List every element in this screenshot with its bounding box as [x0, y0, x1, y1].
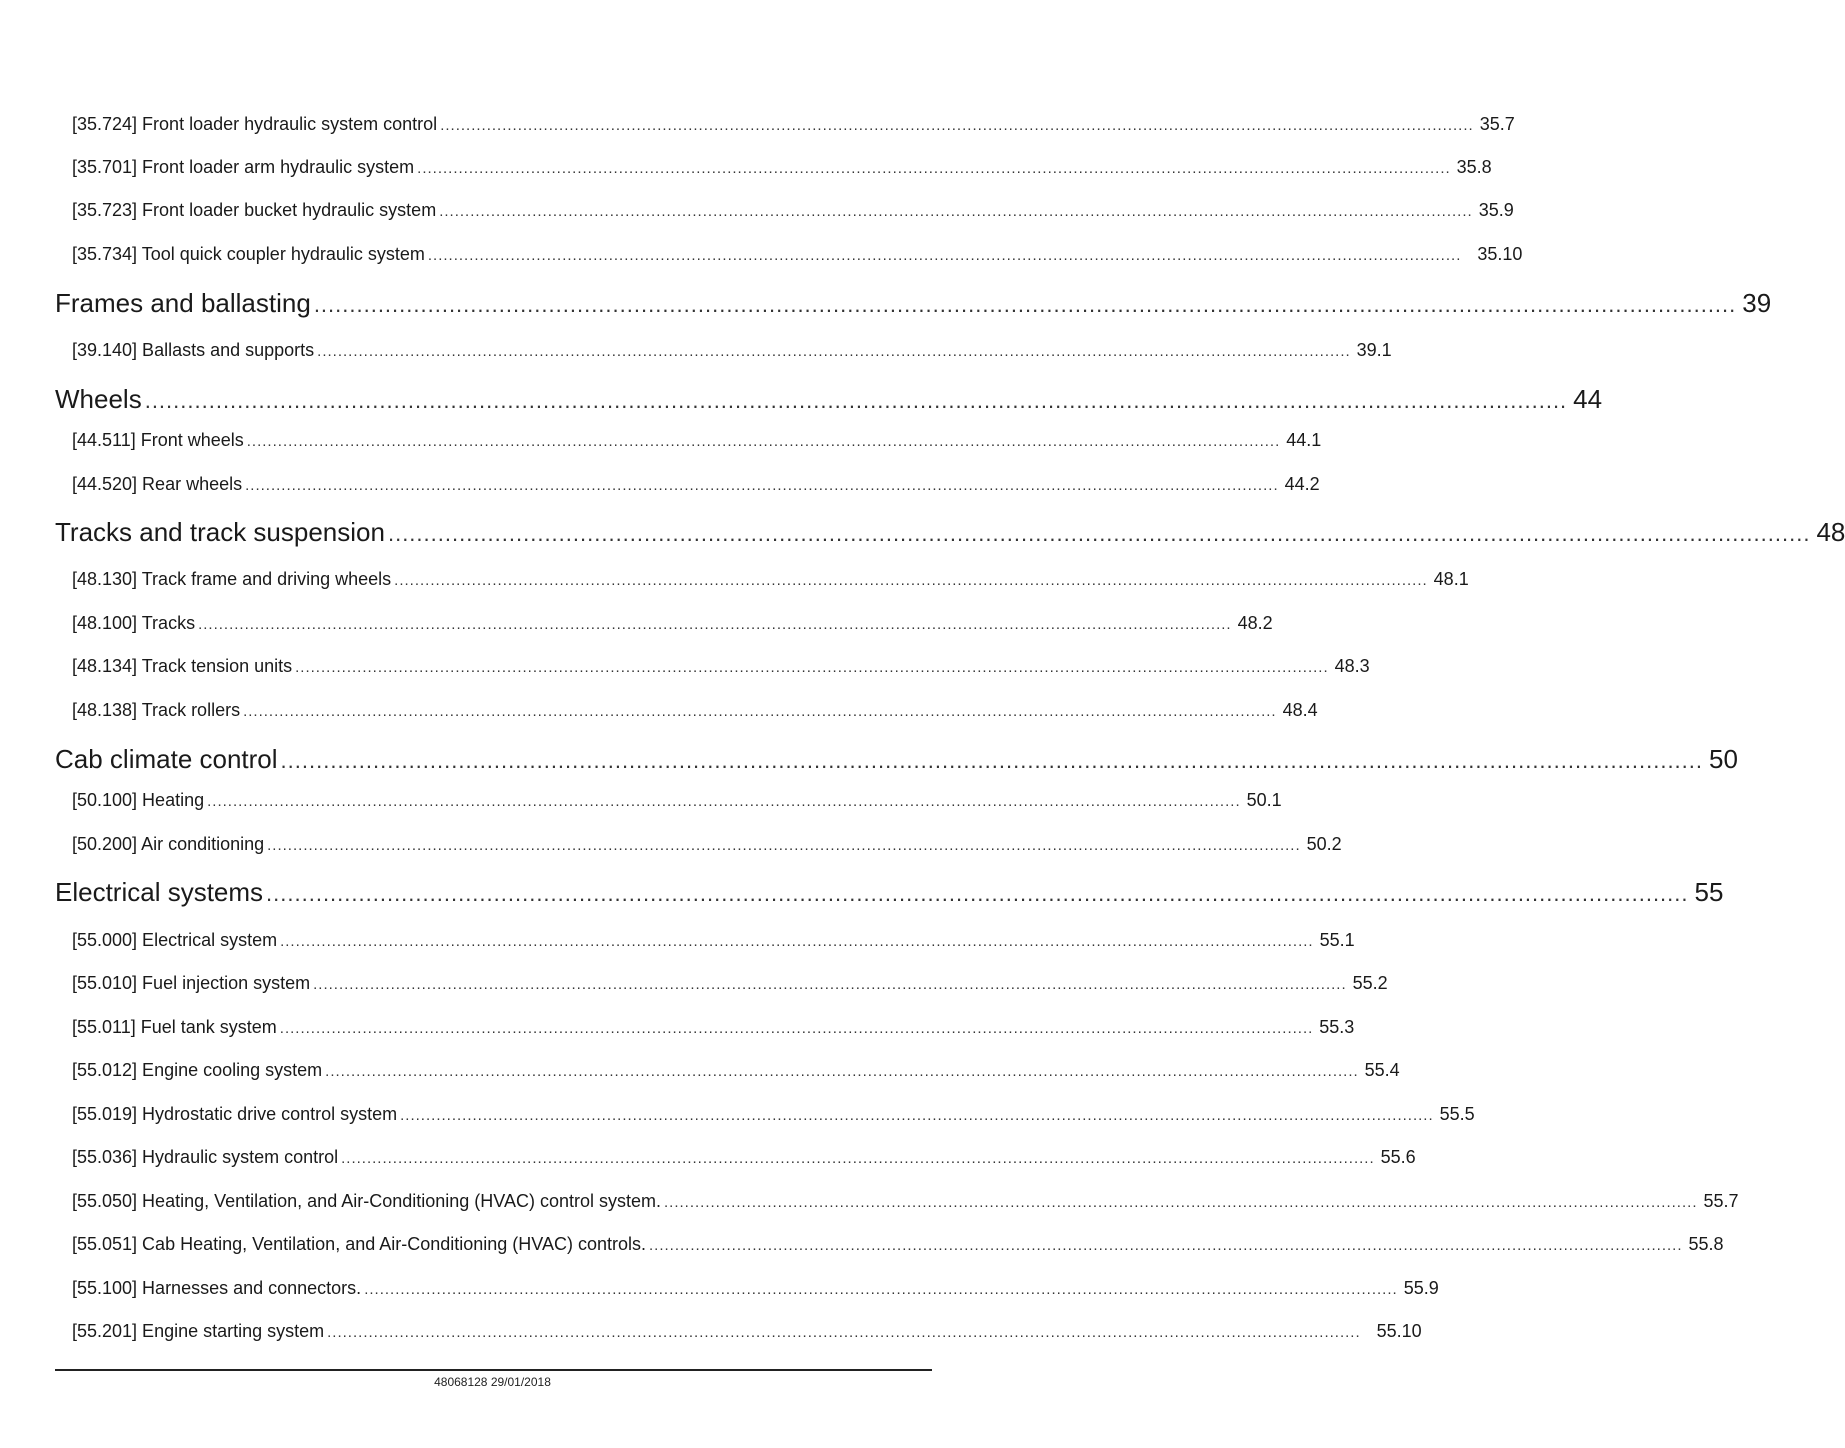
- toc-page-number: 48.2: [1237, 613, 1273, 633]
- dot-leader: ........................................................................................................................................................................................................: [327, 1324, 1361, 1341]
- toc-subsection-entry[interactable]: [72, 613, 1273, 634]
- toc-page-number: 35.7: [1479, 114, 1515, 134]
- toc-section-entry[interactable]: [55, 744, 1738, 775]
- toc-page-number: 55.4: [1364, 1060, 1400, 1080]
- dot-leader: ........................................................................................................................................................................................................: [341, 1150, 1375, 1167]
- toc-section-entry[interactable]: [55, 877, 1724, 908]
- dot-leader: ........................................................................................................................................................................................................: [280, 748, 1704, 773]
- dot-leader: ........................................................................................................................................................................................................: [387, 521, 1811, 546]
- toc-entry-title: [48.100] Tracks: [72, 613, 196, 633]
- toc-page-number: 48: [1816, 517, 1845, 547]
- dot-leader: ........................................................................................................................................................................................................: [144, 388, 1568, 413]
- toc-page-number: 55.1: [1319, 930, 1355, 950]
- toc-subsection-entry[interactable]: [72, 834, 1342, 855]
- toc-entry-title: [55.012] Engine cooling system: [72, 1060, 323, 1080]
- dot-leader: ........................................................................................................................................................................................................: [364, 1281, 1398, 1298]
- toc-entry-title: [50.200] Air conditioning: [72, 834, 265, 854]
- toc-page-number: 35.10: [1477, 244, 1523, 264]
- dot-leader: ........................................................................................................................................................................................................: [313, 976, 1347, 993]
- toc-section-entry[interactable]: [55, 384, 1603, 415]
- dot-leader: ........................................................................................................................................................................................................: [439, 203, 1473, 220]
- toc-page-number: 44: [1573, 384, 1603, 414]
- dot-leader: ........................................................................................................................................................................................................: [245, 477, 1279, 494]
- toc-entry-title: [39.140] Ballasts and supports: [72, 340, 315, 360]
- toc-entry-title: [55.100] Harnesses and connectors.: [72, 1278, 362, 1298]
- toc-entry-title: [55.050] Heating, Ventilation, and Air-Conditioning (HVAC) control system.: [72, 1191, 661, 1211]
- toc-subsection-entry[interactable]: [72, 790, 1282, 811]
- toc-entry-title: [55.010] Fuel injection system: [72, 973, 311, 993]
- dot-leader: ........................................................................................................................................................................................................: [313, 292, 1737, 317]
- toc-subsection-entry[interactable]: [72, 200, 1514, 221]
- footer-doc-id-date: 48068128 29/01/2018: [434, 1375, 551, 1389]
- toc-entry-title: [48.134] Track tension units: [72, 656, 293, 676]
- toc-page-number: 55.3: [1319, 1017, 1355, 1037]
- toc-subsection-entry[interactable]: [72, 1278, 1439, 1299]
- dot-leader: ........................................................................................................................................................................................................: [295, 659, 1329, 676]
- dot-leader: ........................................................................................................................................................................................................: [427, 247, 1462, 264]
- toc-entry-title: [44.511] Front wheels: [72, 430, 244, 450]
- dot-leader: ........................................................................................................................................................................................................: [394, 572, 1428, 589]
- toc-page-number: 39.1: [1356, 340, 1392, 360]
- toc-page-number: 55: [1694, 877, 1724, 907]
- toc-entry-title: Wheels: [55, 384, 142, 414]
- dot-leader: ........................................................................................................................................................................................................: [649, 1237, 1683, 1254]
- dot-leader: ........................................................................................................................................................................................................: [663, 1194, 1698, 1211]
- dot-leader: ........................................................................................................................................................................................................: [267, 837, 1301, 854]
- toc-subsection-entry[interactable]: [72, 700, 1318, 721]
- toc-page-number: 48.3: [1334, 656, 1370, 676]
- toc-entry-title: [55.000] Electrical system: [72, 930, 278, 950]
- toc-page-number: 55.9: [1403, 1278, 1439, 1298]
- toc-subsection-entry[interactable]: [72, 430, 1322, 451]
- toc-page-number: 55.7: [1703, 1191, 1739, 1211]
- toc-page-number: 48.4: [1282, 700, 1318, 720]
- toc-page-number: 55.6: [1380, 1147, 1416, 1167]
- dot-leader: ........................................................................................................................................................................................................: [325, 1063, 1359, 1080]
- toc-subsection-entry[interactable]: [72, 1191, 1739, 1212]
- toc-subsection-entry[interactable]: [72, 244, 1523, 265]
- toc-subsection-entry[interactable]: [72, 474, 1320, 495]
- toc-page-number: 44.1: [1286, 430, 1322, 450]
- toc-entry-title: [55.201] Engine starting system: [72, 1321, 325, 1341]
- toc-page-number: 35.9: [1478, 200, 1514, 220]
- toc-subsection-entry[interactable]: [72, 1321, 1422, 1342]
- toc-subsection-entry[interactable]: [72, 114, 1515, 135]
- toc-page-number: 55.8: [1688, 1234, 1724, 1254]
- toc-page-number: 55.10: [1376, 1321, 1422, 1341]
- toc-subsection-entry[interactable]: [72, 1234, 1724, 1255]
- toc-page-number: 48.1: [1433, 569, 1469, 589]
- toc-entry-title: [55.051] Cab Heating, Ventilation, and Air-Conditioning (HVAC) controls.: [72, 1234, 646, 1254]
- toc-entry-title: Electrical systems: [55, 877, 264, 907]
- toc-subsection-entry[interactable]: [72, 1147, 1416, 1168]
- dot-leader: ........................................................................................................................................................................................................: [198, 616, 1232, 633]
- toc-page-number: 55.2: [1352, 973, 1388, 993]
- toc-entry-title: Tracks and track suspension: [55, 517, 385, 547]
- toc-subsection-entry[interactable]: [72, 1104, 1475, 1125]
- toc-entry-title: [35.724] Front loader hydraulic system control: [72, 114, 438, 134]
- toc-subsection-entry[interactable]: [72, 1060, 1400, 1081]
- toc-entry-title: [44.520] Rear wheels: [72, 474, 243, 494]
- toc-section-entry[interactable]: [55, 517, 1845, 548]
- toc-entry-title: [35.723] Front loader bucket hydraulic system: [72, 200, 437, 220]
- toc-page-number: 50.2: [1306, 834, 1342, 854]
- toc-page-number: 55.5: [1439, 1104, 1475, 1124]
- toc-entry-title: [35.734] Tool quick coupler hydraulic system: [72, 244, 425, 264]
- toc-subsection-entry[interactable]: [72, 1017, 1355, 1038]
- toc-subsection-entry[interactable]: [72, 973, 1388, 994]
- dot-leader: ........................................................................................................................................................................................................: [279, 1020, 1314, 1037]
- toc-entry-title: [55.011] Fuel tank system: [72, 1017, 277, 1037]
- dot-leader: ........................................................................................................................................................................................................: [207, 793, 1241, 810]
- toc-entry-title: [35.701] Front loader arm hydraulic system: [72, 157, 415, 177]
- dot-leader: ........................................................................................................................................................................................................: [243, 703, 1277, 720]
- toc-entry-title: [55.019] Hydrostatic drive control system: [72, 1104, 398, 1124]
- toc-subsection-entry[interactable]: [72, 569, 1469, 590]
- toc-page-number: 50.1: [1246, 790, 1282, 810]
- toc-subsection-entry[interactable]: [72, 656, 1370, 677]
- toc-subsection-entry[interactable]: [72, 157, 1492, 178]
- toc-entry-title: [48.130] Track frame and driving wheels: [72, 569, 392, 589]
- dot-leader: ........................................................................................................................................................................................................: [266, 881, 1689, 906]
- dot-leader: ........................................................................................................................................................................................................: [246, 433, 1281, 450]
- dot-leader: ........................................................................................................................................................................................................: [280, 933, 1314, 950]
- dot-leader: ........................................................................................................................................................................................................: [400, 1107, 1434, 1124]
- footer-rule: [55, 1369, 932, 1371]
- dot-leader: ........................................................................................................................................................................................................: [417, 160, 1451, 177]
- toc-page-number: 39: [1742, 288, 1772, 318]
- dot-leader: ........................................................................................................................................................................................................: [440, 117, 1474, 134]
- toc-entry-title: [50.100] Heating: [72, 790, 205, 810]
- toc-entry-title: Frames and ballasting: [55, 288, 311, 318]
- dot-leader: ........................................................................................................................................................................................................: [317, 343, 1351, 360]
- toc-section-entry[interactable]: [55, 288, 1772, 319]
- toc-subsection-entry[interactable]: [72, 930, 1355, 951]
- toc-page-number: 50: [1709, 744, 1738, 774]
- toc-entry-title: [48.138] Track rollers: [72, 700, 241, 720]
- toc-page-number: 35.8: [1456, 157, 1492, 177]
- toc-subsection-entry[interactable]: [72, 340, 1392, 361]
- toc-page-number: 44.2: [1284, 474, 1320, 494]
- toc-entry-title: [55.036] Hydraulic system control: [72, 1147, 339, 1167]
- toc-entry-title: Cab climate control: [55, 744, 278, 774]
